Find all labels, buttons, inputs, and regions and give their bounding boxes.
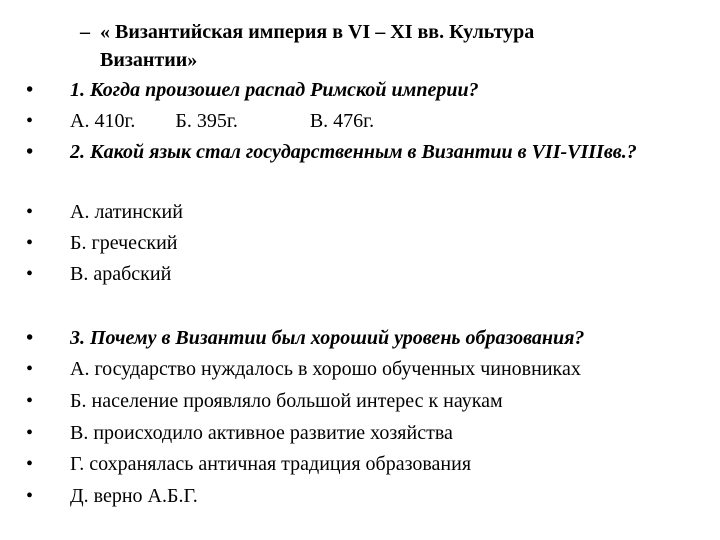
answer-text: А. государство нуждалось в хорошо обученных чиновниках (70, 358, 581, 380)
title-line-1: « Византийская империя в VI – XI вв. Культура (100, 21, 535, 43)
list-item-question-1 (26, 75, 706, 106)
question-1-text: 1. Когда произошел распад Римской империи? (70, 79, 479, 101)
list-item-answer (26, 259, 706, 290)
answer-text: Б. греческий (70, 232, 178, 254)
answer-text: В. арабский (70, 263, 172, 285)
list-item-answer (26, 197, 706, 228)
answer-text: А. латинский (70, 201, 183, 223)
bullet: • (26, 79, 34, 101)
option-b: Б. 395г. (175, 110, 238, 132)
answer-text: Б. население проявляло большой интерес к наукам (70, 390, 503, 412)
option-a: А. 410г. (70, 110, 136, 132)
list-item-answer (26, 354, 706, 385)
list-item-question-2 (26, 137, 706, 168)
bullet: • (26, 485, 34, 507)
option-c: В. 476г. (309, 110, 375, 132)
list-item-answer (26, 386, 706, 417)
answer-text: Д. верно А.Б.Г. (70, 485, 198, 507)
bullet: • (26, 110, 34, 132)
bullet: • (26, 141, 34, 163)
bullet: • (26, 358, 34, 380)
answer-text: В. происходило активное развитие хозяйства (70, 422, 453, 444)
bullet: • (26, 390, 34, 412)
title-line-2: Византии» (100, 49, 198, 71)
list-item-answer (26, 449, 706, 480)
answer-text: Г. сохранялась античная традиция образования (70, 453, 472, 475)
bullet: • (26, 422, 34, 444)
question-3-text: 3. Почему в Византии был хороший уровень образования? (70, 327, 585, 349)
bullet: • (26, 327, 34, 349)
list-item-question-3 (26, 323, 706, 354)
bullet: • (26, 453, 34, 475)
list-item-answer (26, 418, 706, 449)
bullet: • (26, 263, 34, 285)
question-2-text: 2. Какой язык стал государственным в Византии в VII-VIIIвв.? (70, 141, 637, 163)
bullet: • (26, 201, 34, 223)
list-item-answer (26, 228, 706, 259)
bullet: • (26, 232, 34, 254)
list-item-answer (26, 481, 706, 512)
title-dash: – (80, 21, 90, 43)
list-item-options-1 (26, 106, 706, 137)
slide-title (80, 18, 700, 74)
